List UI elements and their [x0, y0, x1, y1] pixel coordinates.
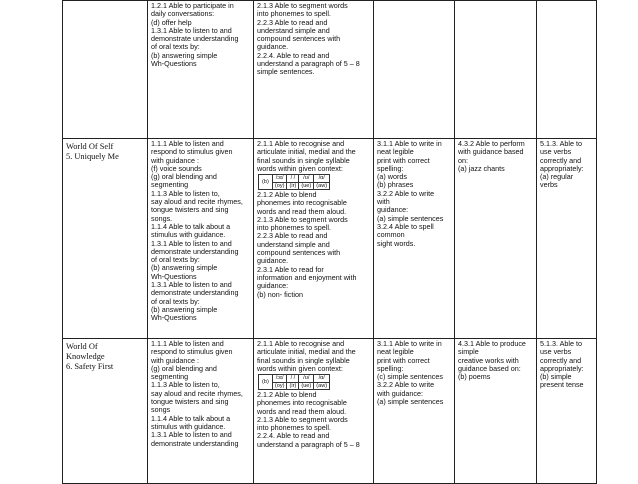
text-line: 2.3.1 Able to read for: [257, 264, 324, 274]
text-line: correctly and: [540, 155, 582, 165]
text-line: (a) simple sentences: [377, 213, 444, 223]
grapheme: (ir): [287, 382, 299, 389]
text-line: into phonemes to spell.: [257, 9, 331, 19]
phoneme: /ʊ/: [299, 375, 314, 382]
text-line: guidance:: [257, 281, 289, 291]
text-line: 1.2.1 Able to participate in: [151, 1, 234, 10]
text-line: 1.3.1 Able to listen to and: [151, 430, 232, 440]
grapheme: (ue): [299, 182, 314, 189]
text-line: segmenting: [151, 372, 189, 382]
text-line: 5.1.3. Able to: [540, 339, 582, 348]
text-line: stimulus with guidance.: [151, 421, 226, 431]
text-line: with guidance :: [151, 355, 199, 365]
text-line: 5. Uniquely Me: [66, 152, 119, 161]
text-line: (d) offer help: [151, 17, 192, 27]
text-line: neat legible: [377, 347, 414, 357]
phonics-sound-table: [258, 174, 330, 190]
text-line: articulate initial, medial and the: [257, 147, 356, 157]
reading-cell: [254, 339, 374, 484]
text-line: demonstrate understanding: [151, 34, 239, 44]
text-line: say aloud and recite rhymes,: [151, 388, 243, 398]
text-line: into phonemes to spell.: [257, 223, 331, 233]
text-line: daily conversations:: [151, 9, 215, 19]
text-line: phonemes into recognisable: [257, 198, 347, 208]
text-line: 2.1.1 Able to recognise and: [257, 139, 345, 148]
text-line: 2.2.3 Able to read and: [257, 231, 328, 241]
writing-cell: [374, 339, 455, 484]
text-line: tongue twisters and sing: [151, 397, 229, 407]
text-line: of oral texts by:: [151, 42, 200, 52]
text-line: songs: [151, 405, 171, 415]
text-line: articulate initial, medial and the: [257, 347, 356, 357]
text-line: use verbs: [540, 147, 572, 157]
text-line: understand a paragraph of 5 – 8: [257, 439, 360, 449]
text-line: simple: [458, 347, 479, 357]
text-line: World Of: [66, 342, 98, 351]
text-line: 4.3.2 Able to perform: [458, 139, 525, 148]
phonics-label: (b): [259, 175, 273, 190]
text-line: demonstrate understanding: [151, 246, 239, 256]
text-line: print with correct: [377, 155, 430, 165]
grapheme: (oy): [272, 182, 287, 189]
language-arts-cell: [455, 339, 537, 484]
text-line: 2.2.4. Able to read and: [257, 50, 330, 60]
text-line: (b) simple: [540, 372, 572, 382]
text-line: final sounds in single syllable: [257, 155, 350, 165]
text-line: segmenting: [151, 180, 189, 190]
table-row: [63, 339, 597, 484]
text-line: spelling:: [377, 363, 404, 373]
text-line: respond to stimulus given: [151, 347, 233, 357]
text-line: use verbs: [540, 347, 572, 357]
table-row: [63, 139, 597, 339]
grammar-cell: [537, 1, 597, 139]
text-line: (a) regular: [540, 172, 574, 182]
text-line: Wh-Questions: [151, 59, 197, 69]
theme-cell: [63, 339, 148, 484]
text-line: songs.: [151, 213, 173, 223]
text-line: final sounds in single syllable: [257, 355, 350, 365]
text-line: (b) answering simple: [151, 50, 218, 60]
text-line: of oral texts by:: [151, 296, 200, 306]
reading-cell: [254, 1, 374, 139]
phoneme: /ɑ/: [314, 375, 330, 382]
text-line: tongue twisters and sing: [151, 205, 229, 215]
listening-speaking-cell: [148, 339, 254, 484]
text-line: guidance.: [257, 256, 289, 266]
text-line: 2.1.3 Able to segment words: [257, 1, 348, 10]
text-line: correctly and: [540, 355, 582, 365]
text-line: 2.1.2 Able to blend: [257, 190, 317, 199]
text-line: respond to stimulus given: [151, 147, 233, 157]
text-line: 2.2.3 Able to read and: [257, 17, 328, 27]
table-row: [63, 1, 597, 139]
theme-cell: [63, 139, 148, 339]
phoneme: / /: [287, 375, 299, 382]
text-line: 3.1.1 Able to write in: [377, 339, 442, 348]
text-line: understand simple and: [257, 25, 330, 35]
text-line: with guidance :: [151, 155, 199, 165]
phoneme: /ɑ/: [314, 175, 330, 182]
text-line: (b) answering simple: [151, 263, 218, 273]
text-line: sight words.: [377, 238, 416, 248]
listening-speaking-cell: [148, 1, 254, 139]
grammar-cell: [537, 139, 597, 339]
text-line: 1.3.1 Able to listen to and: [151, 238, 232, 248]
text-line: simple sentences.: [257, 67, 315, 77]
writing-cell: [374, 1, 455, 139]
text-line: 6. Safety First: [66, 362, 114, 371]
phoneme: / /: [287, 175, 299, 182]
text-line: 1.1.3 Able to listen to,: [151, 188, 220, 198]
text-line: present tense: [540, 380, 584, 390]
text-line: (b) answering simple: [151, 304, 218, 314]
text-line: 2.1.1 Able to recognise and: [257, 339, 345, 348]
text-line: (b) phrases: [377, 180, 414, 190]
text-line: verbs: [540, 180, 558, 190]
text-line: 4.3.1 Able to produce: [458, 339, 526, 348]
text-line: compound sentences with: [257, 248, 341, 258]
text-line: 1.1.3 Able to listen to,: [151, 380, 220, 390]
phoneme: /ɔɪ/: [272, 375, 287, 382]
text-line: (b) poems: [458, 372, 491, 382]
text-line: with guidance:: [377, 388, 423, 398]
text-line: with guidance based: [458, 147, 524, 157]
text-line: (a) simple sentences: [377, 397, 444, 407]
text-line: (c) simple sentences: [377, 372, 443, 382]
language-arts-cell: [455, 139, 537, 339]
text-line: appropriately:: [540, 363, 584, 373]
text-line: 2.1.3 Able to segment words: [257, 414, 348, 424]
text-line: (g) oral blending and: [151, 363, 217, 373]
text-line: into phonemes to spell.: [257, 423, 331, 433]
text-line: appropriately:: [540, 163, 584, 173]
text-line: 1.3.1 Able to listen to and: [151, 25, 232, 35]
text-line: 1.3.1 Able to listen to and: [151, 280, 232, 290]
text-line: 2.1.3 Able to segment words: [257, 214, 348, 224]
text-line: compound sentences with: [257, 34, 341, 44]
text-line: World Of Self: [66, 142, 114, 151]
text-line: neat legible: [377, 147, 414, 157]
phoneme: /ʊ/: [299, 175, 314, 182]
scheme-of-work-table: [62, 0, 597, 484]
grapheme: (oy): [272, 382, 287, 389]
text-line: (a) words: [377, 172, 407, 182]
text-line: demonstrate understanding: [151, 288, 239, 298]
text-line: 2.1.2 Able to blend: [257, 390, 317, 399]
text-line: (b) non- fiction: [257, 289, 303, 299]
text-line: 5.1.3. Able to: [540, 139, 582, 148]
grapheme: (ir): [287, 182, 299, 189]
text-line: 1.1.4 Able to talk about a: [151, 413, 231, 423]
grapheme: (aw): [314, 182, 330, 189]
text-line: spelling:: [377, 163, 404, 173]
text-line: print with correct: [377, 355, 430, 365]
text-line: 1.1.1 Able to listen and: [151, 339, 224, 348]
text-line: guidance based on:: [458, 363, 521, 373]
grammar-cell: [537, 339, 597, 484]
text-line: (f) voice sounds: [151, 163, 202, 173]
text-line: 3.2.2 Able to write: [377, 380, 435, 390]
text-line: words within given context:: [257, 363, 343, 373]
grapheme: (ue): [299, 382, 314, 389]
grapheme: (aw): [314, 382, 330, 389]
text-line: 2.2.4. Able to read and: [257, 431, 330, 441]
text-line: of oral texts by:: [151, 255, 200, 265]
text-line: Wh-Questions: [151, 271, 197, 281]
text-line: words within given context:: [257, 163, 343, 173]
phoneme: /ɔɪ/: [272, 175, 287, 182]
phonics-label: (b): [259, 375, 273, 390]
language-arts-cell: [455, 1, 537, 139]
text-line: stimulus with guidance.: [151, 230, 226, 240]
text-line: guidance:: [377, 205, 409, 215]
text-line: words and read them aloud.: [257, 206, 347, 216]
text-line: Wh-Questions: [151, 313, 197, 323]
text-line: 3.1.1 Able to write in: [377, 139, 442, 148]
text-line: (a) jazz chants: [458, 163, 505, 173]
writing-cell: [374, 139, 455, 339]
text-line: 1.1.4 Able to talk about a: [151, 221, 231, 231]
text-line: demonstrate understanding: [151, 438, 239, 448]
text-line: phonemes into recognisable: [257, 398, 347, 408]
text-line: on:: [458, 155, 468, 165]
listening-speaking-cell: [148, 139, 254, 339]
text-line: guidance.: [257, 42, 289, 52]
text-line: words and read them aloud.: [257, 406, 347, 416]
text-line: common: [377, 230, 405, 240]
text-line: with: [377, 197, 390, 207]
phonics-sound-table: [258, 374, 330, 390]
text-line: (g) oral blending and: [151, 172, 217, 182]
text-line: Knowledge: [66, 352, 105, 361]
reading-cell: [254, 139, 374, 339]
text-line: understand a paragraph of 5 – 8: [257, 59, 360, 69]
text-line: information and enjoyment with: [257, 272, 357, 282]
text-line: understand simple and: [257, 239, 330, 249]
theme-cell: [63, 1, 148, 139]
text-line: 3.2.4 Able to spell: [377, 221, 434, 231]
text-line: say aloud and recite rhymes,: [151, 197, 243, 207]
text-line: 1.1.1 Able to listen and: [151, 139, 224, 148]
text-line: creative works with: [458, 355, 519, 365]
text-line: 3.2.2 Able to write: [377, 188, 435, 198]
